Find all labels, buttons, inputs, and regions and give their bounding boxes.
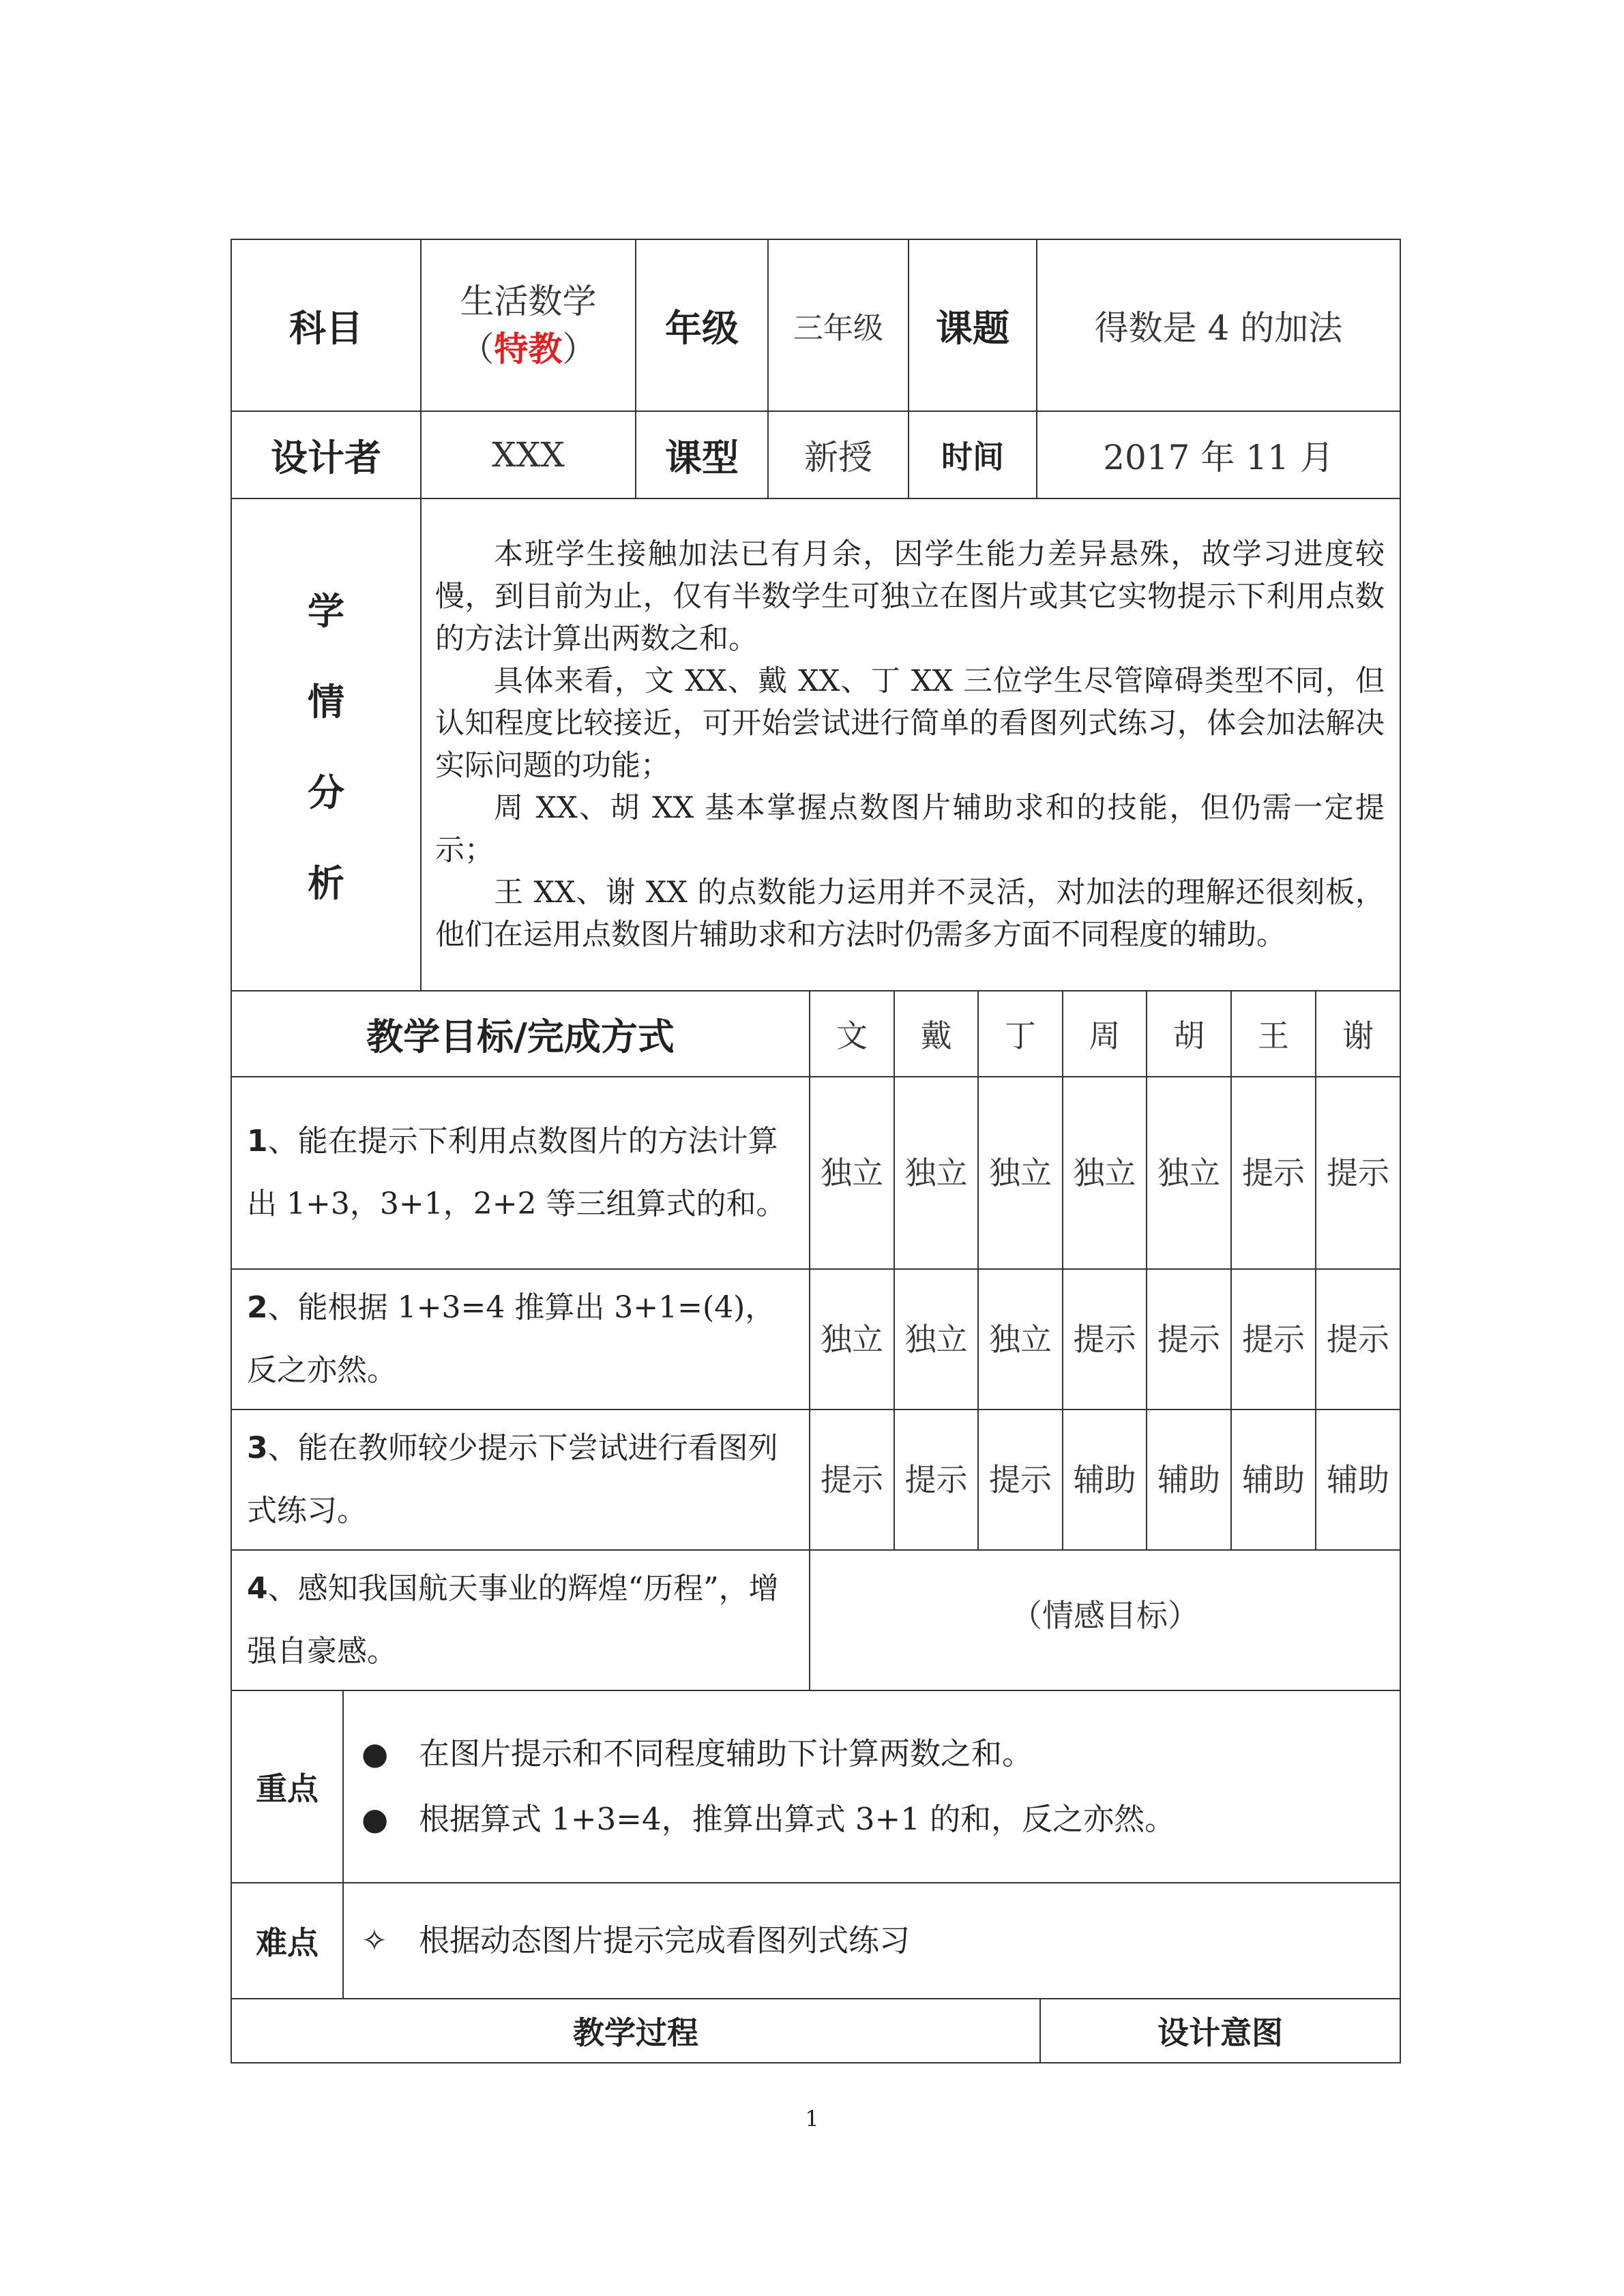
goal-mark: 提示: [1231, 1269, 1316, 1410]
lesson-type-label: 课型: [636, 411, 768, 498]
goal-mark: 提示: [810, 1410, 894, 1550]
subject-line2: （特教）: [460, 329, 597, 369]
student-dai: 戴: [894, 991, 978, 1077]
key-points-label: 重点: [231, 1690, 343, 1883]
design-intent-header: 设计意图: [1040, 1999, 1400, 2063]
grade-value: 三年级: [768, 239, 909, 411]
analysis-table: [231, 498, 1401, 992]
designer-value: XXX: [421, 411, 636, 498]
analysis-char-3: 分: [308, 771, 344, 814]
analysis-char-1: 学: [308, 590, 344, 633]
time-value: 2017 年 11 月: [1037, 411, 1400, 498]
analysis-text: [421, 498, 1400, 991]
goal-mark: 辅助: [1063, 1410, 1147, 1550]
analysis-label: [231, 498, 421, 991]
goal-mark: 独立: [894, 1269, 978, 1410]
goal-mark: 提示: [1063, 1269, 1147, 1410]
goal-row-3: [231, 1410, 1400, 1550]
keypoints-table: [231, 1690, 1401, 1999]
key-point-item: ● 在图片提示和不同程度辅助下计算两数之和。: [361, 1721, 1400, 1787]
grade-label: 年级: [636, 239, 768, 411]
goal-text: 1、能在提示下利用点数图片的方法计算出 1+3，3+1，2+2 等三组算式的和。: [231, 1077, 810, 1269]
student-xie: 谢: [1316, 991, 1400, 1077]
goal-mark: 独立: [810, 1269, 894, 1410]
goal-text: 3、能在教师较少提示下尝试进行看图列式练习。: [231, 1410, 810, 1550]
goal-mark: 独立: [978, 1077, 1063, 1269]
analysis-char-4: 析: [308, 862, 344, 905]
subject-label: 科目: [231, 239, 421, 411]
analysis-paragraph: 具体来看，文 XX、戴 XX、丁 XX 三位学生尽管障碍类型不同，但认知程度比较接近，可开始尝试进行简单的看图列式练习，体会加法解决实际问题的功能；: [435, 664, 1385, 783]
analysis-paragraph: 本班学生接触加法已有月余，因学生能力差异悬殊，故学习进度较慢，到目前为止，仅有半数学生可独立在图片或其它实物提示下利用点数的方法计算出两数之和。: [435, 537, 1385, 656]
goal-mark: 提示: [1316, 1077, 1400, 1269]
student-zhou: 周: [1063, 991, 1147, 1077]
key-point-item: ● 根据算式 1+3=4，推算出算式 3+1 的和，反之亦然。: [361, 1787, 1400, 1852]
time-label: 时间: [909, 411, 1037, 498]
page-number: 1: [805, 2106, 819, 2132]
topic-value: 得数是 4 的加法: [1037, 239, 1400, 411]
lesson-plan-table: [231, 239, 1400, 2063]
student-ding: 丁: [978, 991, 1063, 1077]
analysis-paragraph: 王 XX、谢 XX 的点数能力运用并不灵活，对加法的理解还很刻板，他们在运用点数图片辅助求和方法时仍需多方面不同程度的辅助。: [435, 876, 1385, 952]
topic-label: 课题: [909, 239, 1037, 411]
subject-line1: 生活数学: [460, 282, 597, 321]
goal-mark: 提示: [1316, 1269, 1400, 1410]
goal-text: 4、感知我国航天事业的辉煌“历程”，增强自豪感。: [231, 1550, 810, 1690]
goal-mark: 辅助: [1147, 1410, 1231, 1550]
goal-row-1: [231, 1077, 1400, 1269]
analysis-char-2: 情: [308, 681, 344, 724]
analysis-paragraph: 周 XX、胡 XX 基本掌握点数图片辅助求和的技能，但仍需一定提示；: [435, 791, 1385, 867]
key-points-list: [343, 1690, 1400, 1883]
goal-mark: 独立: [810, 1077, 894, 1269]
lesson-type-value: 新授: [768, 411, 909, 498]
designer-label: 设计者: [231, 411, 421, 498]
goal-mark: 辅助: [1316, 1410, 1400, 1550]
goal-mark: 辅助: [1231, 1410, 1316, 1550]
student-wang: 王: [1231, 991, 1316, 1077]
teaching-process-header: 教学过程: [231, 1999, 1040, 2063]
bullet-icon: ●: [361, 1735, 389, 1772]
goal-row-4: [231, 1550, 1400, 1690]
process-header-table: [231, 1998, 1401, 2063]
diamond-star-icon: ✧: [361, 1922, 387, 1958]
difficulty-item: ✧ 根据动态图片提示完成看图列式练习: [343, 1883, 1400, 1999]
student-wen: 文: [810, 991, 894, 1077]
goals-table: [231, 990, 1401, 1691]
goal-mark: 提示: [894, 1410, 978, 1550]
subject-value: [421, 239, 636, 411]
goal-text: 2、能根据 1+3=4 推算出 3+1=(4)，反之亦然。: [231, 1269, 810, 1410]
student-hu: 胡: [1147, 991, 1231, 1077]
goal-mark: 提示: [1231, 1077, 1316, 1269]
goal-mark: 提示: [978, 1410, 1063, 1550]
difficulty-label: 难点: [231, 1883, 343, 1999]
goal-mark: 独立: [894, 1077, 978, 1269]
goal-mark: 提示: [1147, 1269, 1231, 1410]
special-ed-tag: 特教: [494, 329, 563, 369]
goal-mark: 独立: [1063, 1077, 1147, 1269]
goal-mark: 独立: [978, 1269, 1063, 1410]
goal-row-2: [231, 1269, 1400, 1410]
goal-mark: 独立: [1147, 1077, 1231, 1269]
emotional-goal-note: （情感目标）: [810, 1550, 1400, 1690]
goals-header: 教学目标/完成方式: [231, 991, 810, 1077]
header-table: [231, 239, 1401, 499]
bullet-icon: ●: [361, 1801, 389, 1837]
